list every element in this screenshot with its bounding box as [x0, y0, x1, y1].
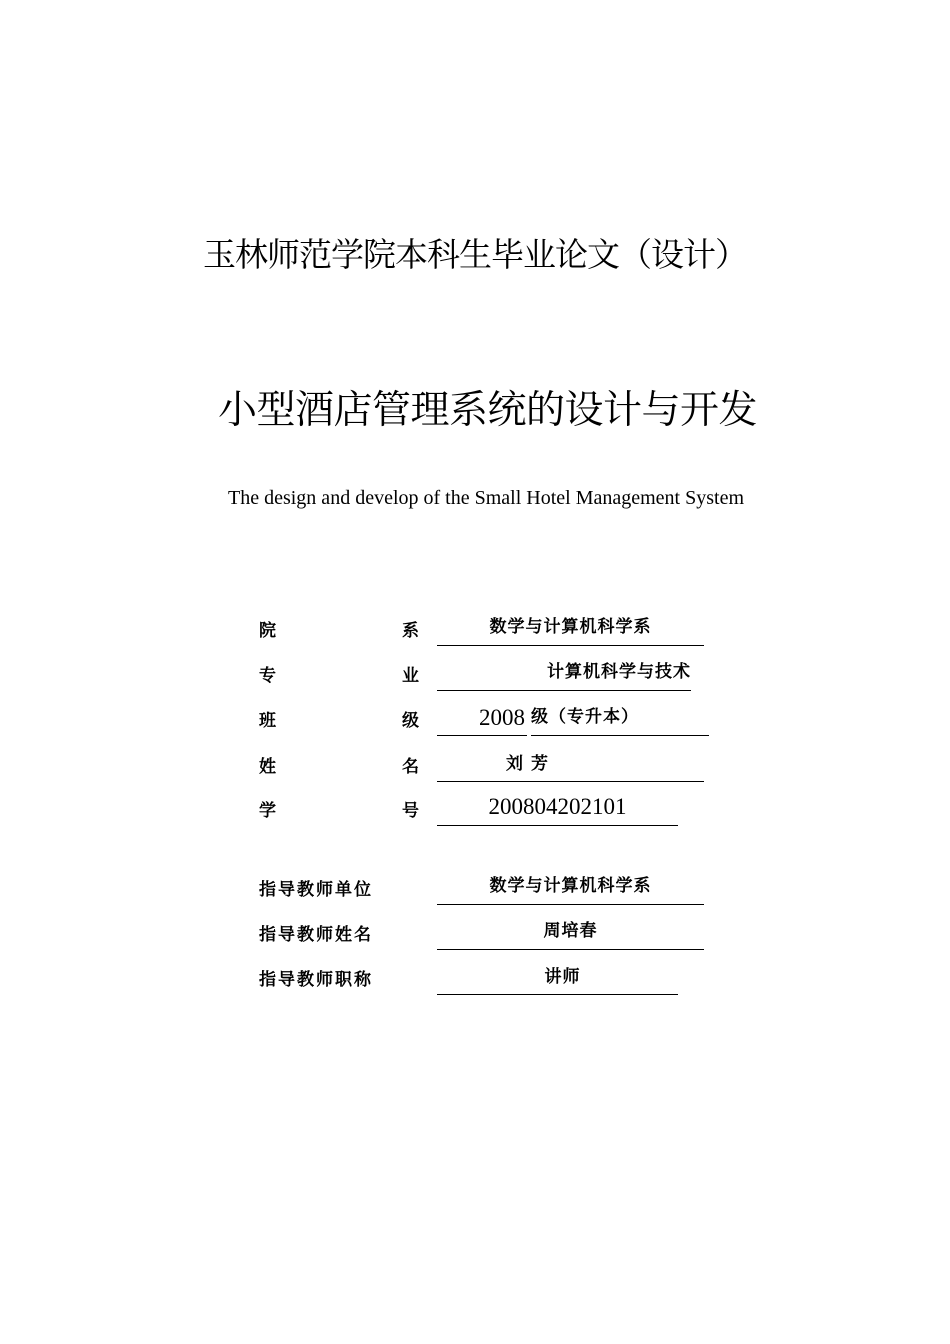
department-label: [259, 620, 419, 642]
class-level-value: 级（专升本）: [531, 703, 709, 736]
name-label-char-2: 名: [402, 757, 419, 777]
student-id-label-char-1: 学: [259, 801, 276, 821]
class-label: [259, 710, 419, 732]
student-id-label: [259, 800, 419, 822]
class-year-value: 2008: [437, 704, 527, 736]
student-name-value: 刘 芳: [437, 750, 704, 782]
student-id-label-char-2: 号: [402, 801, 419, 821]
thesis-title-english: The design and develop of the Small Hotel Management System: [228, 487, 744, 509]
major-label-char-1: 专: [259, 666, 276, 686]
name-label-char-1: 姓: [259, 757, 276, 777]
department-label-char-2: 系: [402, 621, 419, 641]
class-label-char-2: 级: [402, 711, 419, 731]
department-value: 数学与计算机科学系: [437, 613, 704, 646]
name-label: [259, 756, 419, 778]
advisor-title-value: 讲师: [437, 963, 678, 995]
major-label-char-2: 业: [402, 666, 419, 686]
school-title: 玉林师范学院本科生毕业论文（设计）: [203, 235, 747, 274]
advisor-title-label: 指导教师职称: [259, 970, 373, 990]
student-id-value: 200804202101: [437, 793, 678, 826]
advisor-name-value: 周培春: [437, 917, 704, 950]
class-label-char-1: 班: [259, 711, 276, 731]
major-label: [259, 665, 419, 687]
advisor-name-label: 指导教师姓名: [259, 925, 373, 945]
thesis-title: 小型酒店管理系统的设计与开发: [217, 388, 757, 433]
department-label-char-1: 院: [259, 621, 276, 641]
advisor-unit-value: 数学与计算机科学系: [437, 872, 704, 905]
advisor-unit-label: 指导教师单位: [259, 880, 373, 900]
major-value: 计算机科学与技术: [437, 658, 691, 691]
